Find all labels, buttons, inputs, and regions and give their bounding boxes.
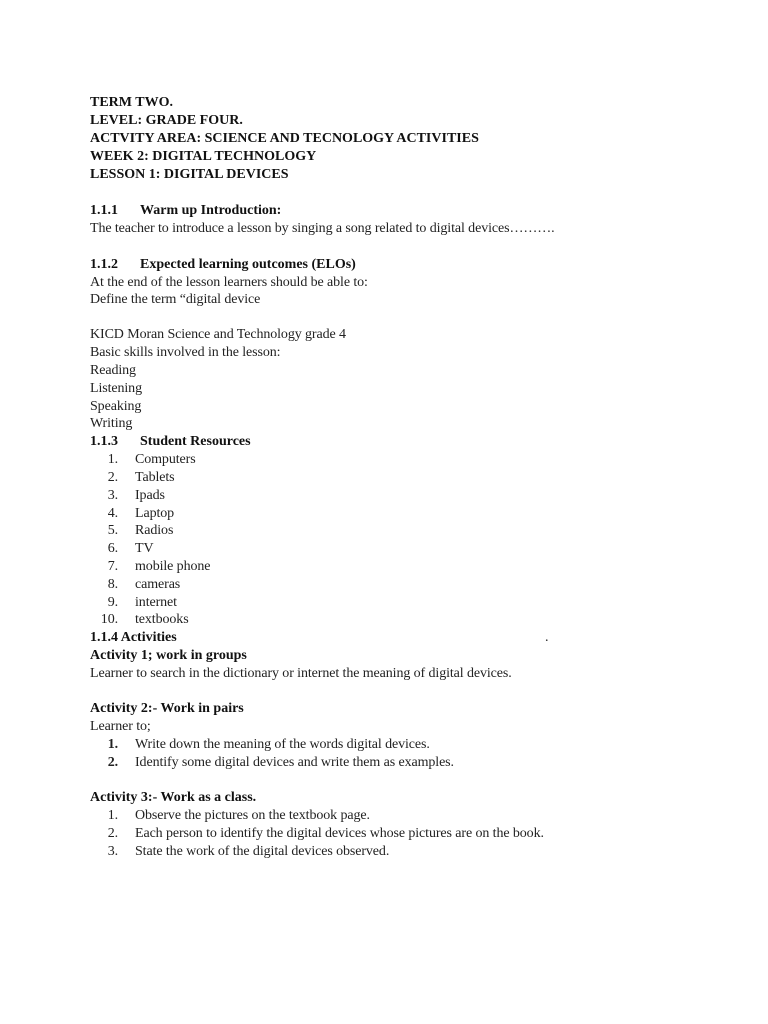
list-item: 1. Write down the meaning of the words digital devices. [107,737,430,752]
section-title: Expected learning outcomes (ELOs) [140,257,356,272]
skill-item: Writing [90,416,133,431]
week-heading: WEEK 2: DIGITAL TECHNOLOGY [90,149,317,164]
skill-item: Listening [90,381,142,396]
activity3-title: Activity 3:- Work as a class. [90,790,257,805]
list-item: 3. Ipads [107,488,165,503]
list-item: 1. Computers [107,452,196,467]
activity2-intro: Learner to; [90,719,151,734]
term-heading: TERM TWO. [90,95,173,110]
elos-item: Define the term “digital device [90,292,261,307]
list-item: 2. Identify some digital devices and write them as examples. [107,755,454,770]
section-title: Student Resources [140,434,251,449]
lesson-heading: LESSON 1: DIGITAL DEVICES [90,167,289,182]
warmup-text: The teacher to introduce a lesson by singing a song related to digital devices………. [90,221,555,236]
list-item: 9. internet [107,595,177,610]
list-item: 7. mobile phone [107,559,211,574]
skills-intro: Basic skills involved in the lesson: [90,345,281,360]
section-title: Warm up Introduction: [140,203,282,218]
elos-heading [90,256,356,273]
stray-period: . [545,630,549,645]
list-item: 10. textbooks [100,612,189,627]
list-item: 4. Laptop [107,506,175,521]
section-number: 1.1.2 [90,257,118,272]
activity2-title: Activity 2:- Work in pairs [90,701,244,716]
resources-heading [90,433,251,450]
warmup-heading [90,202,281,219]
list-item: 2. Tablets [107,470,175,485]
list-item: 6. TV [107,541,154,556]
reference-text: KICD Moran Science and Technology grade 4 [90,327,346,342]
list-item: 8. cameras [107,577,181,592]
skill-item: Reading [90,363,136,378]
elos-intro: At the end of the lesson learners should be able to: [90,275,368,290]
activity1-text: Learner to search in the dictionary or internet the meaning of digital devices. [90,666,512,681]
activity1-title: Activity 1; work in groups [90,648,247,663]
section-number: 1.1.3 [90,434,118,449]
list-item: 1. Observe the pictures on the textbook page. [107,808,370,823]
list-item: 2. Each person to identify the digital devices whose pictures are on the book. [107,826,544,841]
activities-heading: 1.1.4 Activities [90,630,177,645]
section-number: 1.1.1 [90,203,118,218]
skill-item: Speaking [90,399,142,414]
level-heading: LEVEL: GRADE FOUR. [90,113,243,128]
activity-area-heading: ACTVITY AREA: SCIENCE AND TECNOLOGY ACTIVITIES [90,131,479,146]
list-item: 3. State the work of the digital devices observed. [107,844,390,859]
list-item: 5. Radios [107,523,174,538]
